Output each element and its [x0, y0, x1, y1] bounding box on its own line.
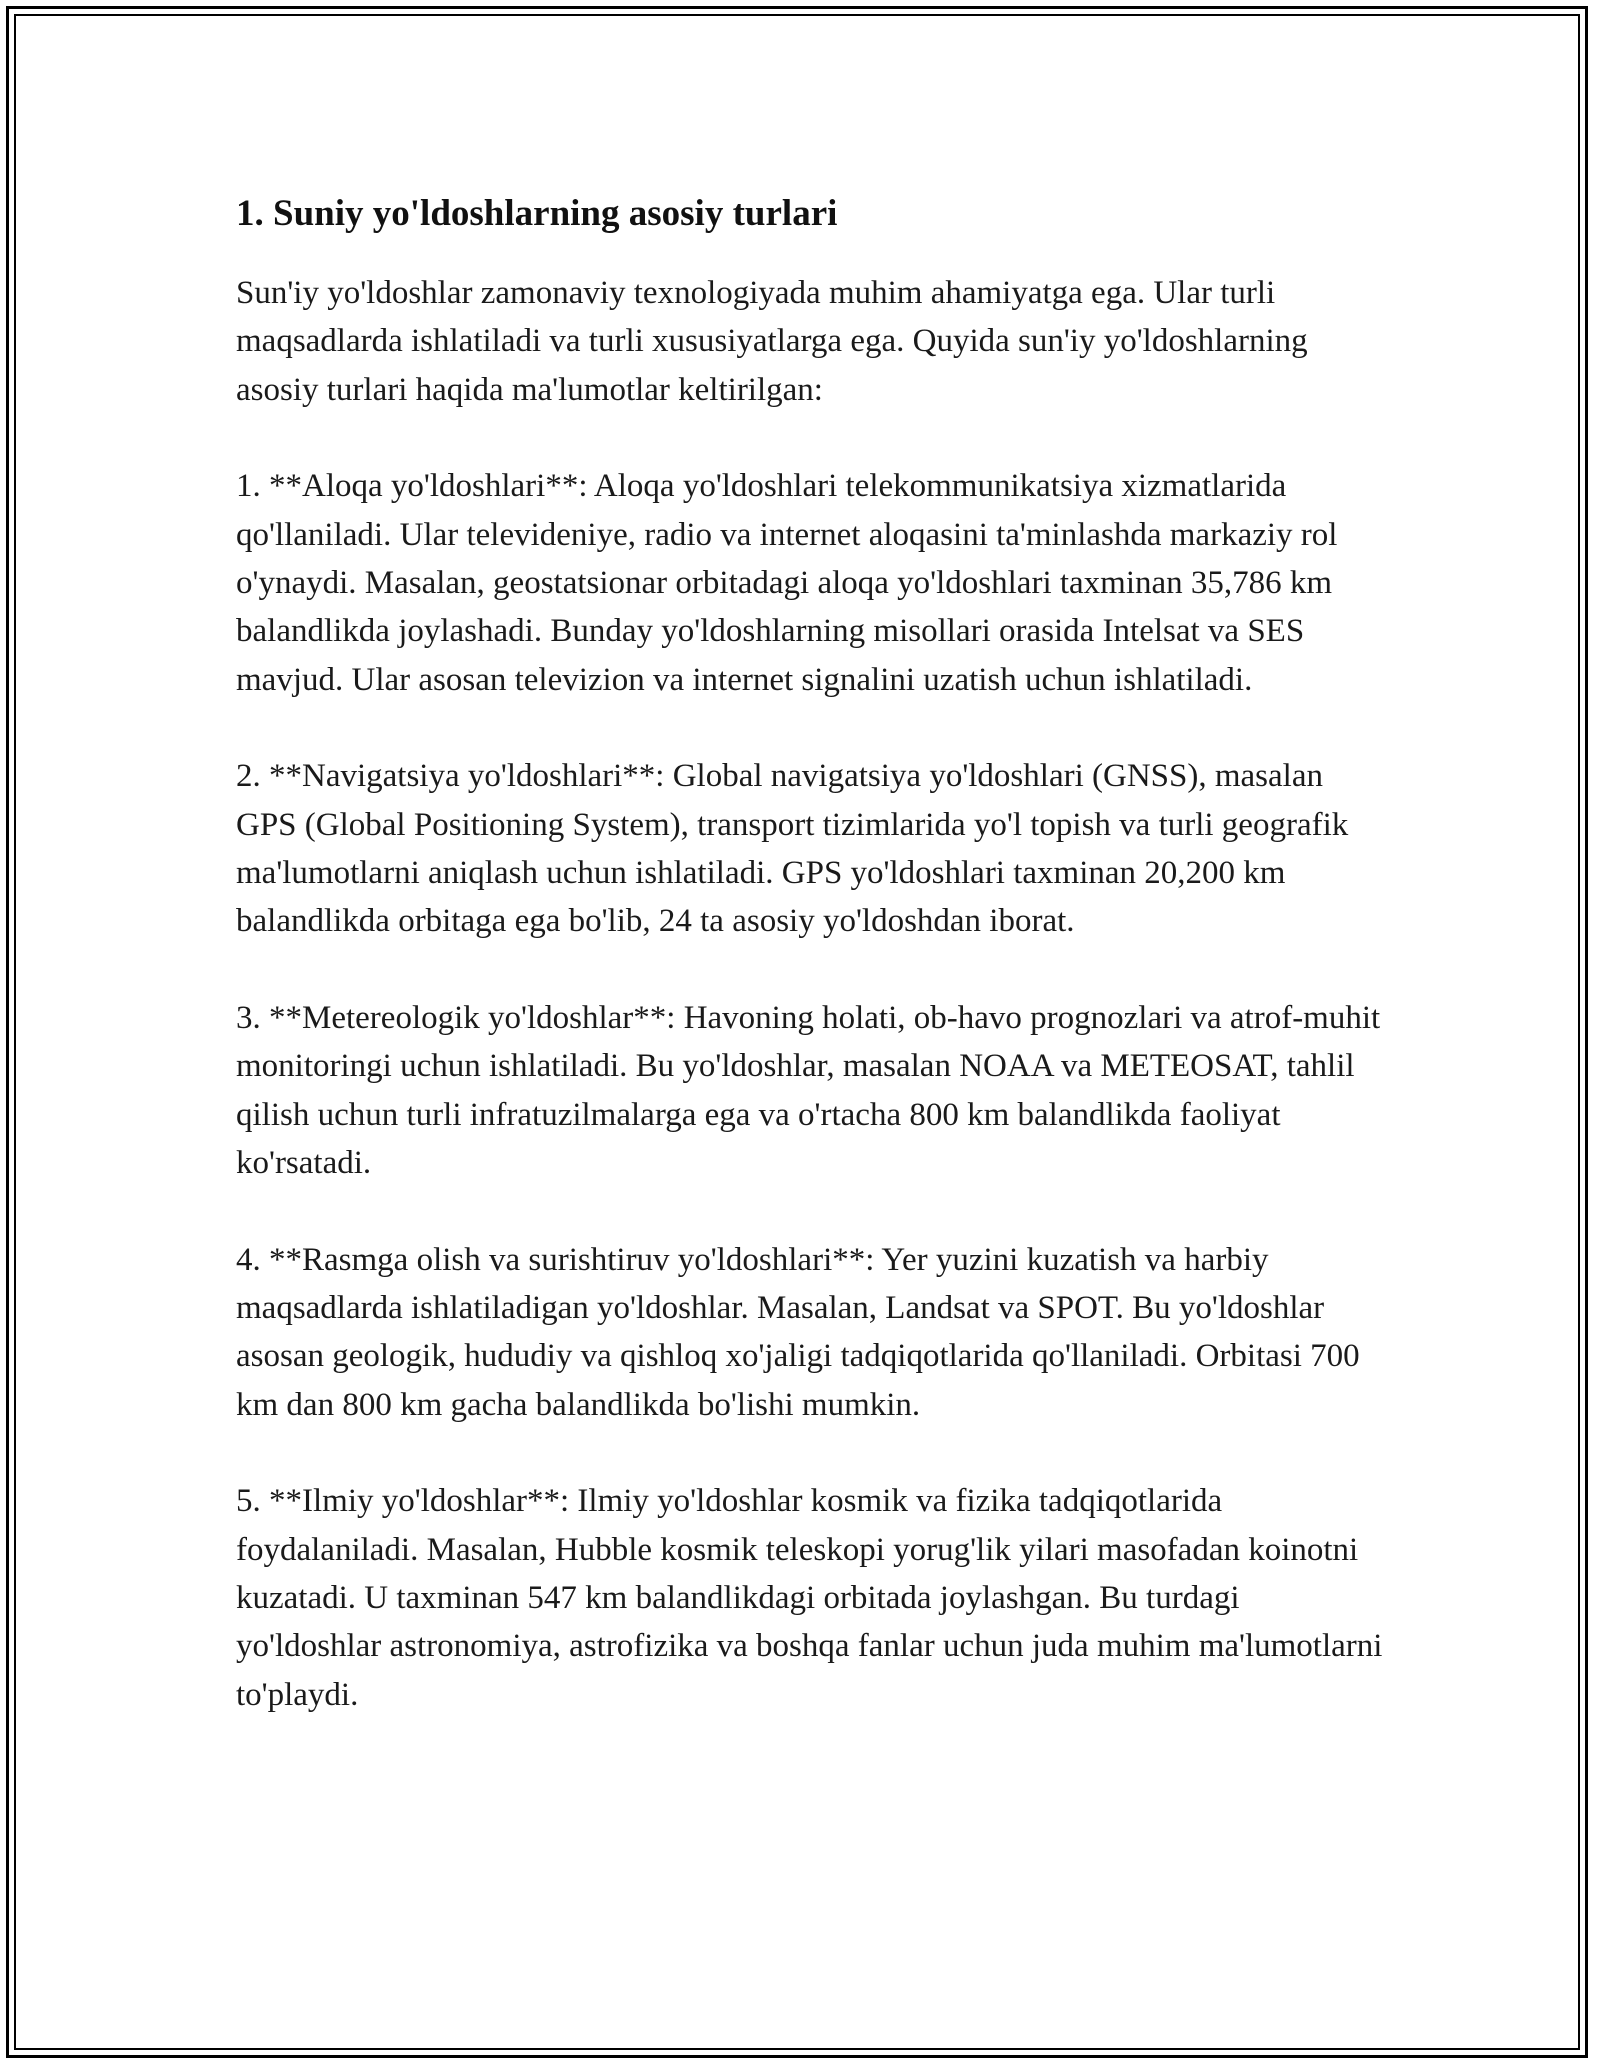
intro-paragraph: Sun'iy yo'ldoshlar zamonaviy texnologiyada muhim ahamiyatga ega. Ular turli maqsadlarda ishlatiladi va turli xususiyatlarga ega. Quyida sun'iy yo'ldoshlarning asosiy turlari haqida ma'lumotlar keltirilgan: — [236, 275, 1308, 408]
paragraph-communication-satellites: 1. **Aloqa yo'ldoshlari**: Aloqa yo'ldoshlari telekommunikatsiya xizmatlarida qo'llaniladi. Ular televideniye, radio va internet aloqasini ta'minlashda markaziy rol o'ynaydi. Masalan, geostatsionar orbitadagi aloqa yo'ldoshlari taxminan 35,786 km balandlikda joylashadi. Bunday yo'ldoshlarning misollari orasida Intelsat va SES mavjud. Ular asosan televizion va internet signalini uzatish uchun ishlatiladi. — [236, 468, 1338, 698]
paragraph-imaging-satellites: 4. **Rasmga olish va surishtiruv yo'ldoshlari**: Yer yuzini kuzatish va harbiy maqsadlarda ishlatiladigan yo'ldoshlar. Masalan, Landsat va SPOT. Bu yo'ldoshlar asosan geologik, hududiy va qishloq xo'jaligi tadqiqotlarida qo'llaniladi. Orbitasi 700 km dan 800 km gacha balandlikda bo'lishi mumkin. — [236, 1241, 1360, 1423]
paragraph-scientific-satellites: 5. **Ilmiy yo'ldoshlar**: Ilmiy yo'ldoshlar kosmik va fizika tadqiqotlarida foydalaniladi. Masalan, Hubble kosmik teleskopi yorug'lik yilari masofadan koinotni kuzatadi. U taxminan 547 km balandlikdagi orbitada joylashgan. Bu turdagi yo'ldoshlar astronomiya, astrofizika va boshqa fanlar uchun juda muhim ma'lumotlarni to'playdi. — [236, 1483, 1383, 1713]
document-body — [236, 185, 1386, 1767]
section-heading: 1. Suniy yo'ldoshlarning asosiy turlari — [236, 193, 838, 234]
paragraph-navigation-satellites: 2. **Navigatsiya yo'ldoshlari**: Global navigatsiya yo'ldoshlari (GNSS), masalan GPS (Global Positioning System), transport tizimlarida yo'l topish va turli geografik ma'lumotlarni aniqlash uchun ishlatiladi. GPS yo'ldoshlari taxminan 20,200 km balandlikda orbitaga ega bo'lib, 24 ta asosiy yo'ldoshdan iborat. — [236, 758, 1349, 940]
paragraph-meteorological-satellites: 3. **Metereologik yo'ldoshlar**: Havoning holati, ob-havo prognozlari va atrof-muhit monitoringi uchun ishlatiladi. Bu yo'ldoshlar, masalan NOAA va METEOSAT, tahlil qilish uchun turli infratuzilmalarga ega va o'rtacha 800 km balandlikda faoliyat ko'rsatadi. — [236, 999, 1381, 1182]
